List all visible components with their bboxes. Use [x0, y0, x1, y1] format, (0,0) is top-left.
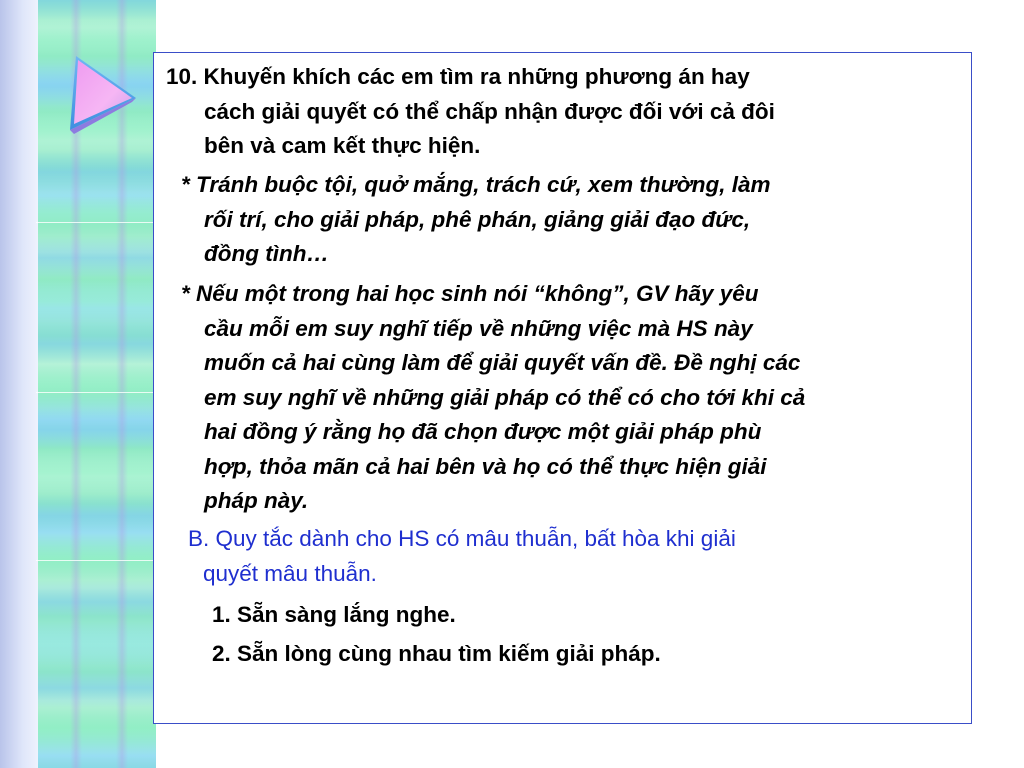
strip-divider: [36, 222, 156, 223]
text-line: cách giải quyết có thể chấp nhận được đối với cả đôi: [204, 98, 775, 124]
text-line: em suy nghĩ về những giải pháp có thể có cho tới khi cả: [204, 384, 806, 410]
text-line: muốn cả hai cùng làm để giải quyết vấn đề. Đề nghị các: [204, 350, 801, 375]
text-line: cầu mỗi em suy nghĩ tiếp về những việc mà HS này: [204, 315, 753, 341]
text-line: hợp, thỏa mãn cả hai bên và họ có thể thực hiện giải: [204, 453, 767, 479]
text-line: rối trí, cho giải pháp, phê phán, giảng giải đạo đức,: [204, 206, 751, 232]
text-line: hai đồng ý rằng họ đã chọn được một giải pháp phù: [204, 419, 762, 444]
slide-content-frame: [153, 52, 972, 724]
text-line: bên và cam kết thực hiện.: [204, 133, 481, 158]
section-b-heading: [188, 522, 736, 591]
rules-list: [212, 598, 661, 671]
list-item: 2. Sẵn lòng cùng nhau tìm kiếm giải pháp.: [212, 640, 661, 666]
text-line: * Nếu một trong hai học sinh nói “không”, GV hãy yêu: [181, 281, 759, 306]
text-line: * Tránh buộc tội, quở mắng, trách cứ, xem thường, làm: [181, 172, 771, 197]
point-10-paragraph: [166, 60, 775, 164]
text-line: 10. Khuyến khích các em tìm ra những phương án hay: [166, 64, 750, 89]
text-line: pháp này.: [204, 488, 309, 513]
if-student-says-no-paragraph: [181, 277, 805, 519]
text-line: đồng tình…: [204, 241, 329, 266]
text-line: B. Quy tắc dành cho HS có mâu thuẫn, bất hòa khi giải: [188, 526, 736, 551]
strip-edge: [0, 0, 38, 768]
list-item: 1. Sẵn sàng lắng nghe.: [212, 602, 456, 627]
avoid-paragraph: [181, 168, 771, 272]
strip-divider: [36, 392, 156, 393]
triangle-arrow-icon: [62, 52, 142, 142]
text-line: quyết mâu thuẫn.: [203, 560, 377, 586]
strip-divider: [36, 560, 156, 561]
